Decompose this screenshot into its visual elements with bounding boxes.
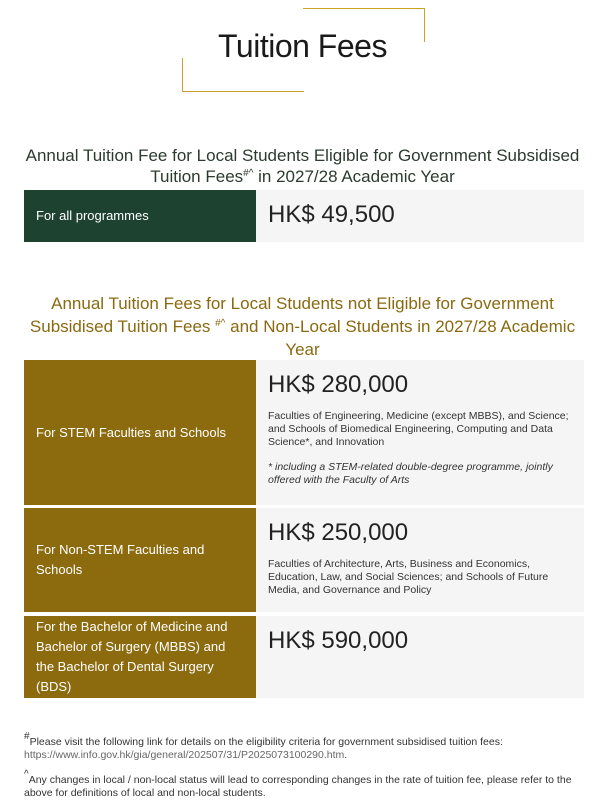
fee-row-label: For all programmes — [24, 190, 256, 242]
fee-description: Faculties of Architecture, Arts, Business and Economics, Education, Law, and Social Sciences; and Schools of Future Media, and Governance and Policy — [268, 558, 549, 596]
fee-row-mbbs-bds — [24, 616, 584, 698]
fee-amount: HK$ 49,500 — [268, 201, 395, 228]
fee-description: Faculties of Engineering, Medicine (except MBBS), and Science; and Schools of Biomedical Engineering, Computing and Data Science*, and Innovation — [268, 410, 569, 448]
fee-row-value — [256, 190, 584, 242]
fee-amount: HK$ 250,000 — [268, 519, 409, 546]
fee-amount: HK$ 590,000 — [268, 627, 409, 654]
fee-row-value — [256, 360, 584, 505]
eligibility-link[interactable]: https://www.info.gov.hk/gia/general/202507/31/P2025073100290.htm — [24, 749, 345, 761]
fee-row-all-programmes — [24, 190, 584, 242]
page-title: Tuition Fees — [218, 28, 387, 64]
fee-row-stem — [24, 360, 584, 505]
fee-amount: HK$ 280,000 — [268, 371, 409, 398]
footnote-eligibility: #Please visit the following link for details on the eligibility criteria for government subsidised tuition fees: https://www.info.gov.hk/gia/general/202507/31/P2025073100290.htm. — [24, 731, 503, 761]
fee-note: * including a STEM-related double-degree programme, jointly offered with the Faculty of Arts — [268, 461, 553, 486]
fee-row-value — [256, 616, 584, 698]
fee-row-non-stem — [24, 508, 584, 612]
fee-row-label: For STEM Faculties and Schools — [24, 360, 256, 505]
fee-row-label: For Non-STEM Faculties and Schools — [24, 508, 256, 612]
fee-row-label: For the Bachelor of Medicine and Bachelor of Surgery (MBBS) and the Bachelor of Dental Surgery (BDS) — [24, 616, 256, 698]
title-block — [0, 0, 605, 100]
footnote-status-change: ^Any changes in local / non-local status will lead to corresponding changes in the rate of tuition fee, please refer to the above for definitions of local and non-local students. — [24, 769, 572, 799]
fee-row-value — [256, 508, 584, 612]
section1-heading: Annual Tuition Fee for Local Students Eligible for Government Subsidised Tuition Fees#^ in 2027/28 Academic Year — [25, 146, 580, 186]
section2-heading: Annual Tuition Fees for Local Students not Eligible for Government Subsidised Tuition Fees #^ and Non-Local Students in 2027/28 Academic Year — [29, 294, 576, 359]
